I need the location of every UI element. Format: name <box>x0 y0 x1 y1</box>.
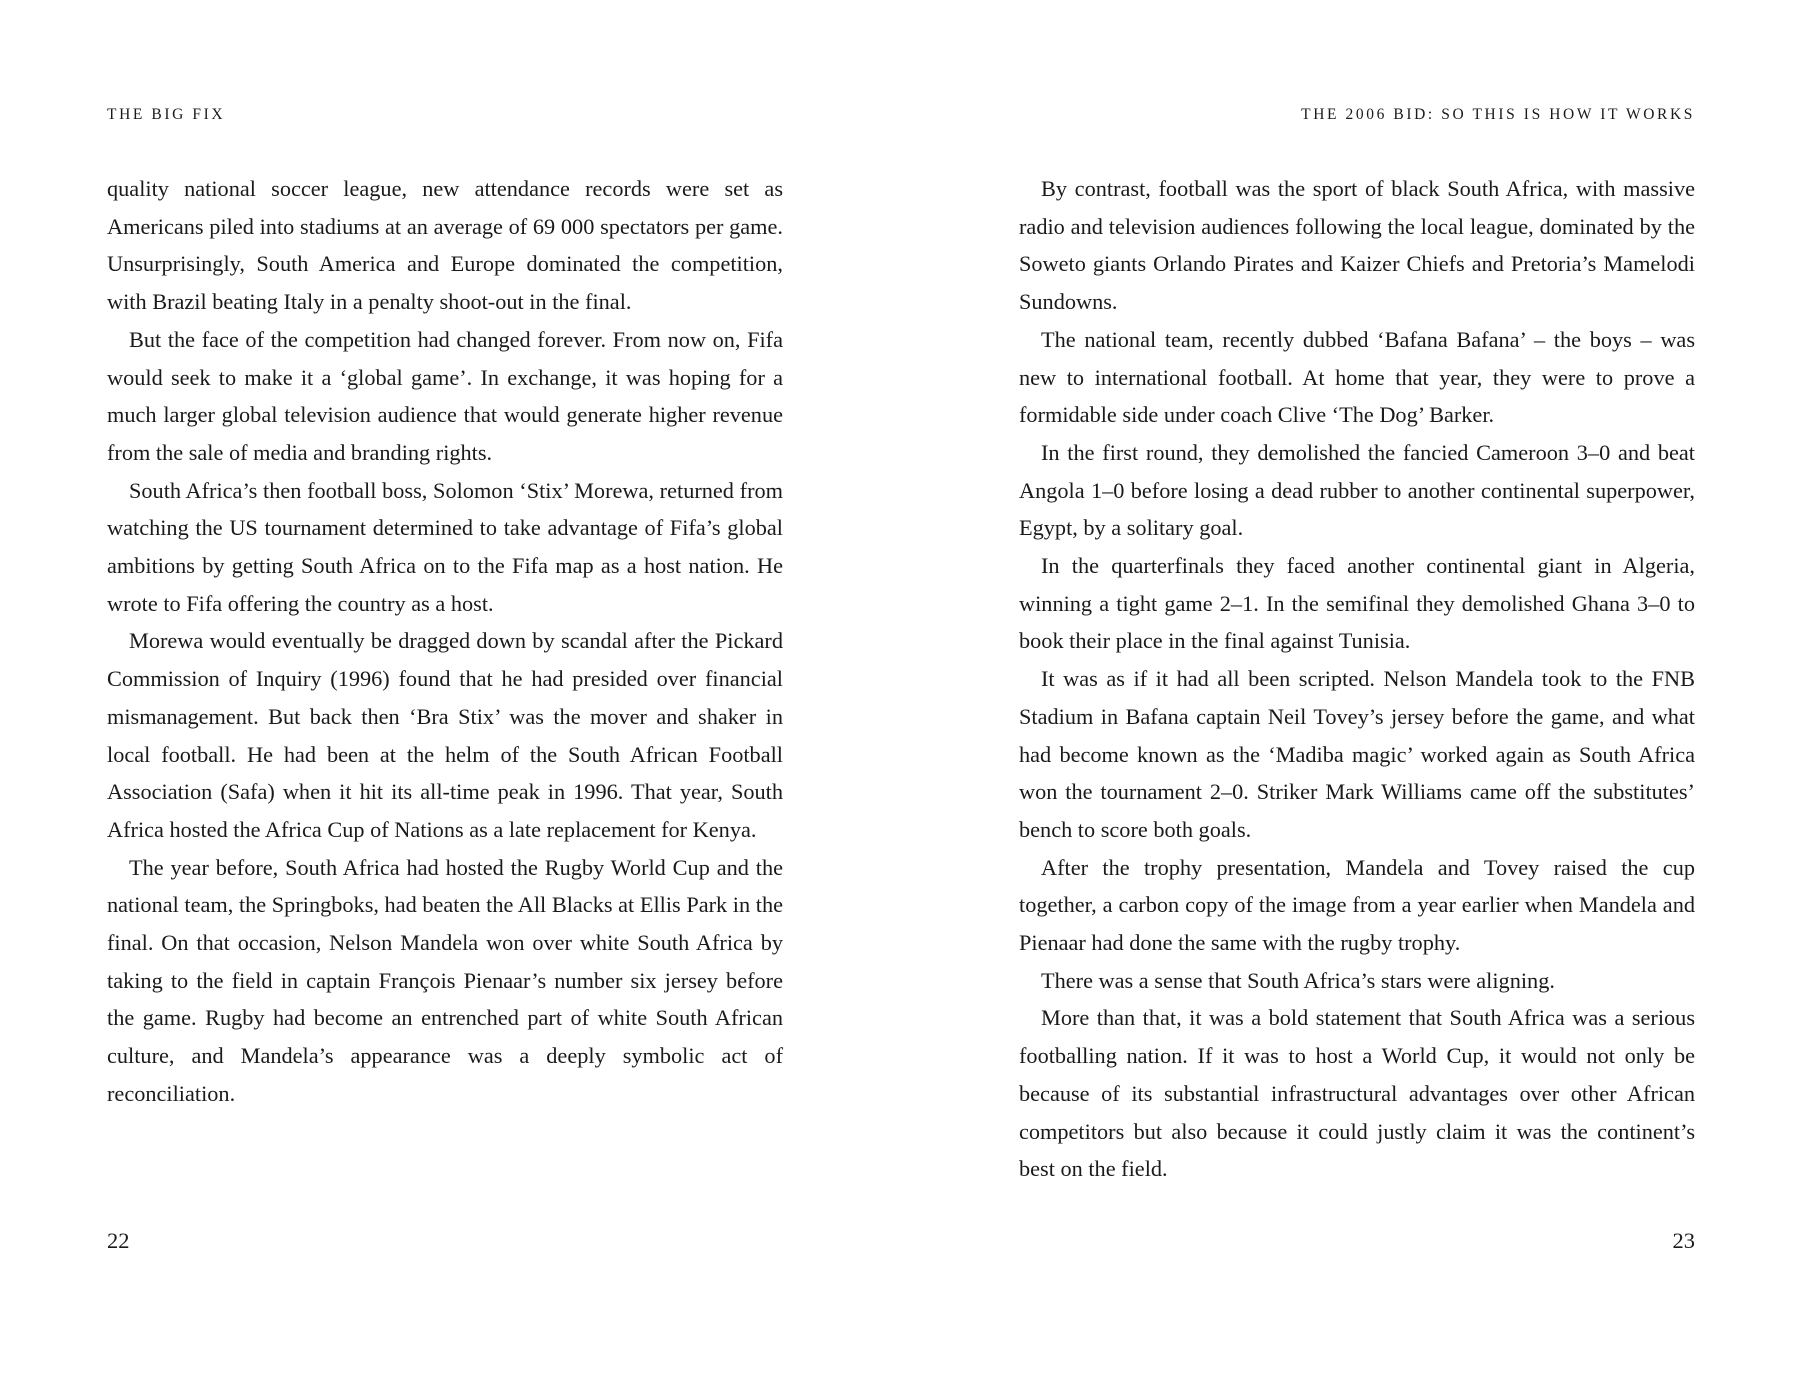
paragraph: South Africa’s then football boss, Solomon ‘Stix’ Morewa, returned from watching the US tournament determined to take advantage of Fifa’s global ambitions by getting South Africa on to the Fifa map as a host nation. He wrote to Fifa offering the country as a host. <box>107 477 783 616</box>
paragraph: More than that, it was a bold statement that South Africa was a serious footballing nation. If it was to host a World Cup, it would not only be because of its substantial infrastructural advantages over other African competitors but also because it could justly claim it was the continent’s best on the field. <box>1019 1005 1695 1182</box>
paragraph: In the quarterfinals they faced another continental giant in Algeria, winning a tight game 2–1. In the semifinal they demolished Ghana 3–0 to book their place in the final against Tunisia. <box>1019 553 1695 654</box>
paragraph: In the first round, they demolished the fancied Cameroon 3–0 and beat Angola 1–0 before losing a dead rubber to another continental superpower, Egypt, by a solitary goal. <box>1019 439 1695 541</box>
running-head-right: THE 2006 BID: SO THIS IS HOW IT WORKS <box>1301 106 1695 123</box>
page-number-right: 23 <box>1672 1228 1695 1253</box>
left-page <box>107 0 783 1376</box>
paragraph: By contrast, football was the sport of black South Africa, with massive radio and television audiences following the local league, dominated by the Soweto giants Orlando Pirates and Kaizer Chiefs and Pretoria’s Mamelodi Sundowns. <box>1019 176 1695 315</box>
page-number-left: 22 <box>107 1228 130 1253</box>
paragraph: It was as if it had all been scripted. Nelson Mandela took to the FNB Stadium in Bafana captain Neil Tovey’s jersey before the game, and what had become known as the ‘Madiba magic’ worked again as South Africa won the tournament 2–0. Striker Mark Williams came off the substitutes’ bench to score both goals. <box>1019 666 1695 842</box>
paragraph: The year before, South Africa had hosted the Rugby World Cup and the national team, the Springboks, had beaten the All Blacks at Ellis Park in the final. On that occasion, Nelson Mandela won over white South Africa by taking to the field in captain François Pienaar’s number six jersey before the game. Rugby had become an entrenched part of white South African culture, and Mandela’s appearance was a deeply symbolic act of reconciliation. <box>107 854 783 1106</box>
body-text-right <box>1019 170 1695 1188</box>
paragraph: quality national soccer league, new attendance records were set as Americans piled into stadiums at an average of 69 000 spectators per game. Unsurprisingly, South America and Europe dominated the competition, with Brazil beating Italy in a penalty shoot-out in the final. <box>107 176 783 315</box>
paragraph: The national team, recently dubbed ‘Bafana Bafana’ – the boys – was new to international football. At home that year, they were to prove a formidable side under coach Clive ‘The Dog’ Barker. <box>1019 326 1695 428</box>
right-page <box>1019 0 1695 1376</box>
running-head-left: THE BIG FIX <box>107 106 226 123</box>
body-text-left <box>107 170 783 1113</box>
paragraph: After the trophy presentation, Mandela and Tovey raised the cup together, a carbon copy of the image from a year earlier when Mandela and Pienaar had done the same with the rugby trophy. <box>1019 854 1695 956</box>
paragraph: But the face of the competition had changed forever. From now on, Fifa would seek to make it a ‘global game’. In exchange, it was hoping for a much larger global television audience that would generate higher revenue from the sale of media and branding rights. <box>107 326 783 465</box>
paragraph: Morewa would eventually be dragged down by scandal after the Pickard Commission of Inquiry (1996) found that he had presided over financial mismanagement. But back then ‘Bra Stix’ was the mover and shaker in local football. He had been at the helm of the South African Football Association (Safa) when it hit its all-time peak in 1996. That year, South Africa hosted the Africa Cup of Nations as a late replacement for Kenya. <box>107 628 783 842</box>
paragraph: There was a sense that South Africa’s stars were aligning. <box>1041 967 1555 993</box>
